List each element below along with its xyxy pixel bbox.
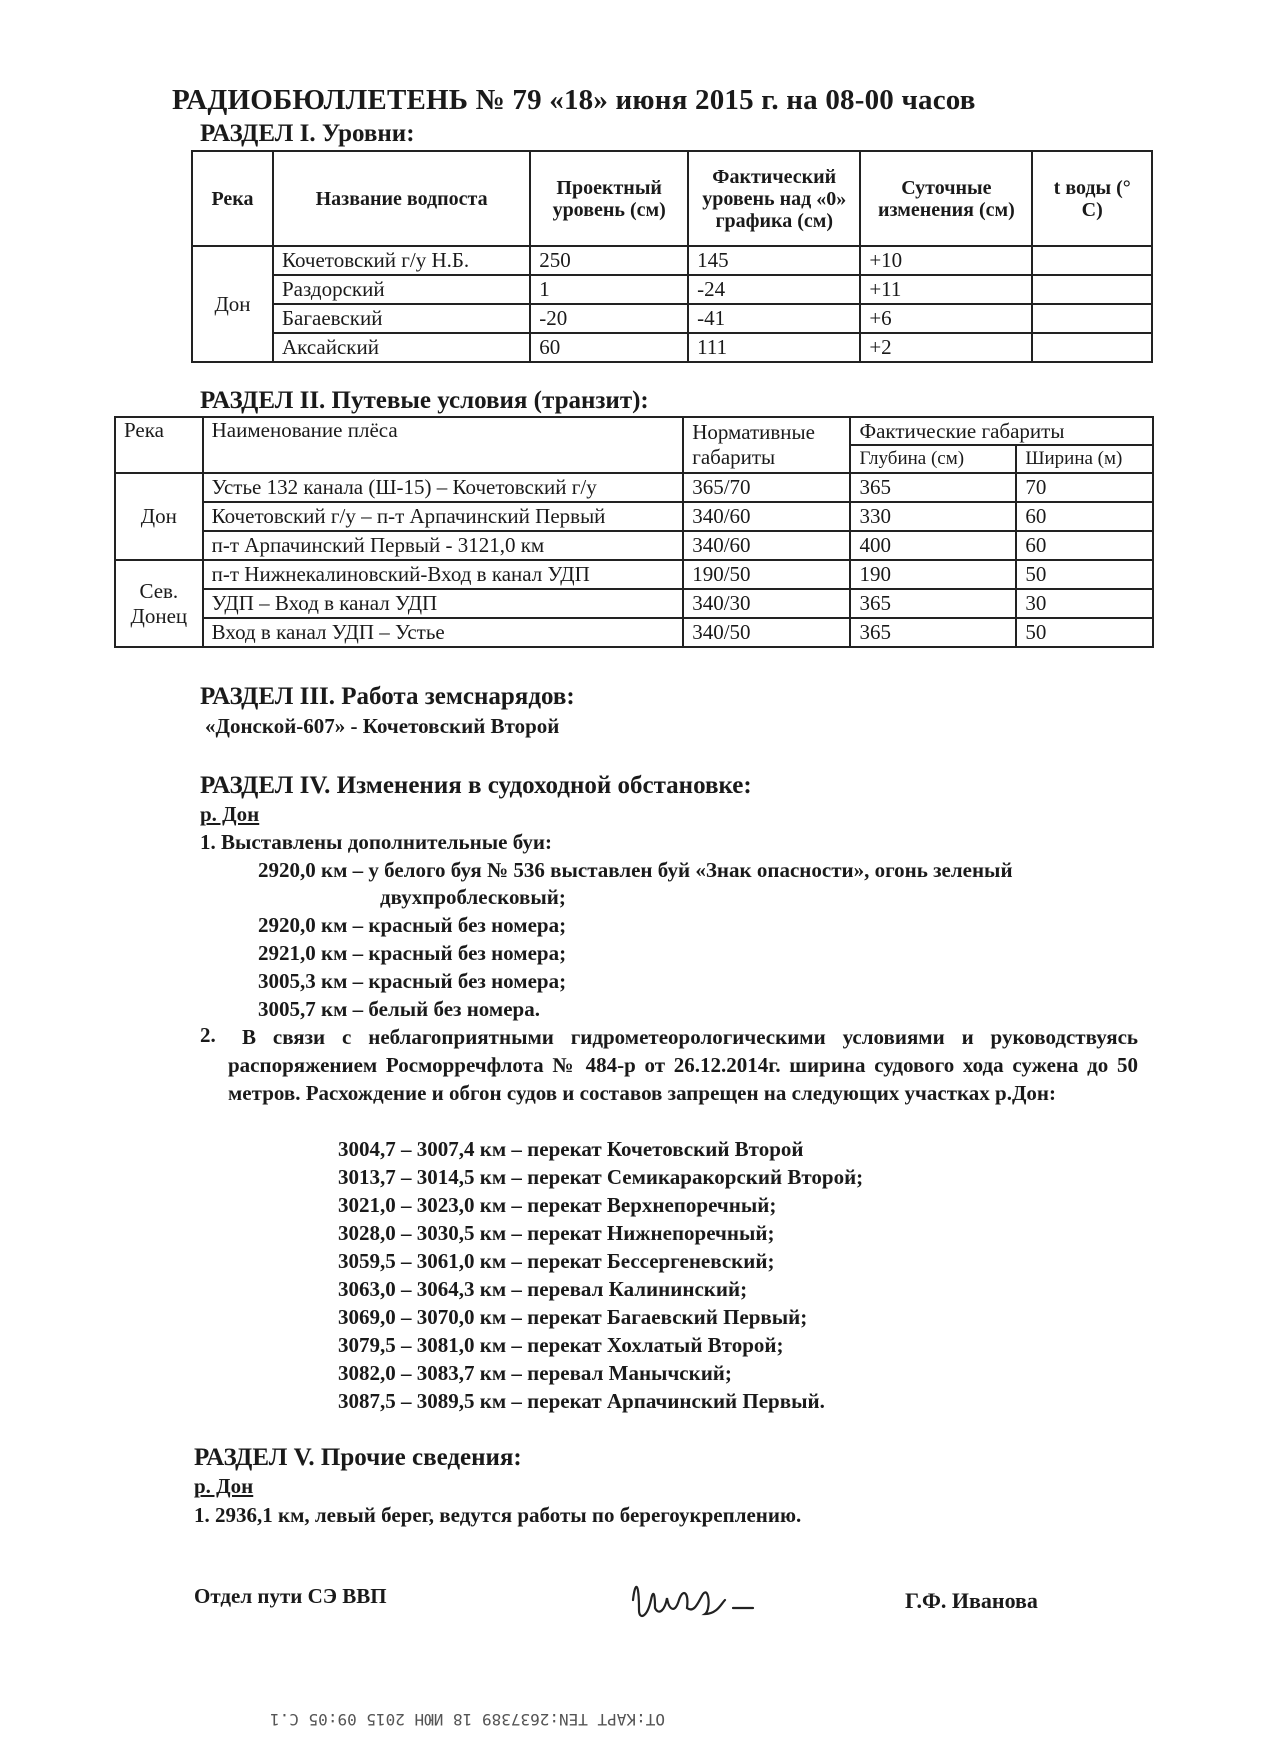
depth-cell: 365	[850, 473, 1016, 502]
depth-cell: 190	[850, 560, 1016, 589]
section5-heading: РАЗДЕЛ V. Прочие сведения:	[194, 1444, 522, 1471]
change-cell: +2	[860, 333, 1032, 362]
table-row	[192, 304, 1152, 333]
actual-cell: 145	[688, 246, 860, 275]
col-actual-level: Фактический уровень над «0» графика (см)	[688, 151, 860, 246]
table-row	[192, 246, 1152, 275]
col-design-level: Проектный уровень (см)	[530, 151, 688, 246]
depth-cell: 365	[850, 589, 1016, 618]
reach-cell: Кочетовский г/у – п-т Арпачинский Первый	[203, 502, 684, 531]
section4-heading: РАЗДЕЛ IV. Изменения в судоходной обстановке:	[200, 772, 752, 799]
dredger-line: «Донской-607» - Кочетовский Второй	[205, 714, 560, 738]
design-cell: -20	[530, 304, 688, 333]
design-cell: 250	[530, 246, 688, 275]
section-line: 3021,0 – 3023,0 км – перекат Верхнепоречный;	[338, 1193, 777, 1217]
signer-name: Г.Ф. Иванова	[905, 1588, 1038, 1613]
norm-cell: 190/50	[683, 560, 850, 589]
item2-paragraph: В связи с неблагоприятными гидрометеорологическими условиями и руководствуясь распоряжением Росморречфлота № 484-р от 26.12.2014г. ширина судового хода сужена до 50 метров. Расхождение и обгон судов и составов запрещен на следующих участках р.Дон:	[228, 1025, 1138, 1105]
section-line: 3087,5 – 3089,5 км – перекат Арпачинский Первый.	[338, 1389, 825, 1413]
table-row	[115, 589, 1153, 618]
col-river: Река	[115, 417, 203, 473]
post-cell: Аксайский	[273, 333, 530, 362]
depth-cell: 330	[850, 502, 1016, 531]
col-depth: Глубина (см)	[850, 445, 1016, 473]
norm-cell: 340/50	[683, 618, 850, 647]
post-cell: Кочетовский г/у Н.Б.	[273, 246, 530, 275]
section-line: 3082,0 – 3083,7 км – перевал Манычский;	[338, 1361, 732, 1385]
buoy-line-first: 2920,0 км – у белого буя № 536 выставлен буй «Знак опасности», огонь зеленый	[258, 858, 1013, 882]
width-cell: 60	[1016, 531, 1153, 560]
section1-heading: РАЗДЕЛ I. Уровни:	[200, 120, 415, 147]
width-cell: 60	[1016, 502, 1153, 531]
actual-cell: -41	[688, 304, 860, 333]
change-cell: +6	[860, 304, 1032, 333]
temp-cell	[1032, 333, 1152, 362]
norm-cell: 340/30	[683, 589, 850, 618]
table-row	[115, 473, 1153, 502]
section-line: 3069,0 – 3070,0 км – перекат Багаевский Первый;	[338, 1305, 808, 1329]
section3-heading: РАЗДЕЛ III. Работа земснарядов:	[200, 683, 575, 710]
buoy-line: 2921,0 км – красный без номера;	[258, 941, 567, 965]
item2-number: 2.	[200, 1023, 216, 1047]
transit-table	[114, 416, 1154, 648]
actual-cell: -24	[688, 275, 860, 304]
norm-cell: 340/60	[683, 531, 850, 560]
design-cell: 1	[530, 275, 688, 304]
signature	[625, 1570, 785, 1630]
buoys-title: 1. Выставлены дополнительные буи:	[200, 830, 553, 854]
section2-heading: РАЗДЕЛ II. Путевые условия (транзит):	[200, 387, 649, 414]
section-line: 3028,0 – 3030,5 км – перекат Нижнепоречный;	[338, 1221, 775, 1245]
table-row	[115, 560, 1153, 589]
col-actual-dims: Фактические габариты	[850, 417, 1153, 445]
reach-cell: Устье 132 канала (Ш-15) – Кочетовский г/у	[203, 473, 684, 502]
design-cell: 60	[530, 333, 688, 362]
section5-river: р. Дон	[194, 1474, 254, 1498]
change-cell: +10	[860, 246, 1032, 275]
river-cell: Дон	[192, 246, 273, 362]
col-normative: Нормативные габариты	[683, 417, 850, 473]
section-line: 3079,5 – 3081,0 км – перекат Хохлатый Второй;	[338, 1333, 784, 1357]
section5-line: 1. 2936,1 км, левый берег, ведутся работы по берегоукреплению.	[194, 1503, 802, 1527]
col-river: Река	[192, 151, 273, 246]
table-row	[115, 618, 1153, 647]
table-row	[192, 275, 1152, 304]
reach-cell: УДП – Вход в канал УДП	[203, 589, 684, 618]
buoy-line: 3005,7 км – белый без номера.	[258, 997, 540, 1021]
width-cell: 50	[1016, 560, 1153, 589]
temp-cell	[1032, 304, 1152, 333]
table-row	[115, 502, 1153, 531]
reach-cell: Вход в канал УДП – Устье	[203, 618, 684, 647]
post-cell: Багаевский	[273, 304, 530, 333]
section-line: 3059,5 – 3061,0 км – перекат Бессергеневский;	[338, 1249, 775, 1273]
col-water-temp: t воды (° С)	[1032, 151, 1152, 246]
river-cell: Дон	[115, 473, 203, 560]
col-daily-change: Суточные изменения (см)	[860, 151, 1032, 246]
section-line: 3013,7 – 3014,5 км – перекат Семикаракорский Второй;	[338, 1165, 864, 1189]
reach-cell: п-т Арпачинский Первый - 3121,0 км	[203, 531, 684, 560]
river-cell: Сев. Донец	[115, 560, 203, 647]
depth-cell: 400	[850, 531, 1016, 560]
norm-cell: 365/70	[683, 473, 850, 502]
table-row	[115, 531, 1153, 560]
width-cell: 70	[1016, 473, 1153, 502]
col-post: Название водпоста	[273, 151, 530, 246]
width-cell: 30	[1016, 589, 1153, 618]
buoy-line: 3005,3 км – красный без номера;	[258, 969, 567, 993]
section4-river: р. Дон	[200, 802, 260, 826]
department-label: Отдел пути СЭ ВВП	[194, 1584, 387, 1608]
temp-cell	[1032, 246, 1152, 275]
bulletin-title: РАДИОБЮЛЛЕТЕНЬ № 79 «18» июня 2015 г. на 08-00 часов	[172, 84, 976, 116]
depth-cell: 365	[850, 618, 1016, 647]
post-cell: Раздорский	[273, 275, 530, 304]
col-width: Ширина (м)	[1016, 445, 1153, 473]
table-row	[192, 333, 1152, 362]
temp-cell	[1032, 275, 1152, 304]
buoy-line: 2920,0 км – красный без номера;	[258, 913, 567, 937]
norm-cell: 340/60	[683, 502, 850, 531]
levels-table	[191, 150, 1153, 363]
change-cell: +11	[860, 275, 1032, 304]
section-line: 3004,7 – 3007,4 км – перекат Кочетовский Второй	[338, 1137, 804, 1161]
reach-cell: п-т Нижнекалиновский-Вход в канал УДП	[203, 560, 684, 589]
width-cell: 50	[1016, 618, 1153, 647]
actual-cell: 111	[688, 333, 860, 362]
buoy-line-first-cont: двухпроблесковый;	[380, 885, 566, 909]
section-line: 3063,0 – 3064,3 км – перевал Калининский;	[338, 1277, 748, 1301]
fax-header-strip: OT:KAPT TEN:2637389 18 ИЮН 2015 09:05 C.1	[270, 1710, 665, 1729]
col-reach: Наименование плёса	[203, 417, 684, 473]
